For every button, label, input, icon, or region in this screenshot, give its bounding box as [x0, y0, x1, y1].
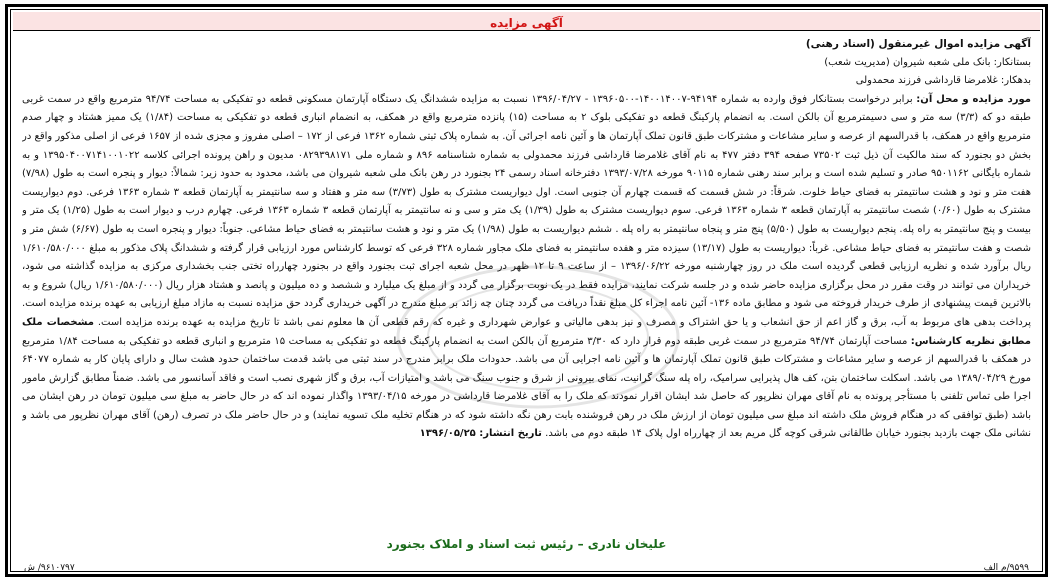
notice-frame — [5, 4, 1048, 577]
features-label: مشخصات ملک مطابق نظریه کارشناس: — [22, 316, 1031, 347]
debtor-line: بدهکار: غلامرضا قارداشی فرزند محمدولی — [855, 75, 1031, 87]
notice-content — [22, 35, 1031, 550]
subject-text: برابر درخواست بستانکار فوق وارده به شماره ۹۴۱۹۴-۱۴۰۰۱۴۰۰۷-۱۳۹۶۰۵۰۰ - ۱۳۹۶/۰۴/۲۷ نسبت به مزایده ششدانگ یک دستگاه آپارتمان مسکونی قطعه دو تفکیکی به مساحت ۹۴/۷۴ مترمربع واقع در سمت غربی طبقه دو که (۳/۳) سه متر و سی دسیمترمربع آن بالکن است. به انضمام پارکینگ قطعه دو تفکیکی بلوک ۲ به مساحت (۱۵) پانزده مترمربع واقع در همکف، به انضمام انباری قطعه دو تفکیکی به مساحت (۱/۸۴) یک ممیز هشتاد و چهار صدم مترمربع واقع در همکف، با قدرالسهم از عرصه و سایر مشاعات و مشترکات طبق قانون تملک آپارتمان ها و آئین نامه اجرائی آن. به شماره پلاک ثبتی شماره ۱۳۶۲ فرعی از ۱۷۲ – اصلی مفروز و مجزی شده از ۱۶۵۷ فرعی از اصلی مذکور واقع در بخش دو بجنورد که سند مالکیت آن ذیل ثبت ۷۳۵۰۲ صفحه ۳۹۴ دفتر ۴۷۷ به نام آقای غلامرضا قارداشی فرزند محمدولی به شماره شناسنامه ۸۹۶ و شماره ملی ۰۸۲۹۳۹۸۱۷۱ مدیون و راهن پرونده اجرائی کلاسه ۱۳۹۵۰۴۰۰۷۱۴۱۰۰۱۰۲۲ و به شماره بایگانی ۹۵۰۱۱۶۲ صادر و تسلیم شده است و برابر سند رهنی شماره ۹۰۱۱۵ مورخه ۱۳۹۳/۰۷/۲۸ دفترخانه اسناد رسمی ۲۴ بجنورد در رهن بانک ملی شعبه شیروان می باشد، محدود به حدود زیر: شمالاً: دیوار و پنجره است به طول (۷/۹۸) هفت متر و نود و هشت سانتیمتر به فضای حیاط خلوت. شرقاً: در شش قسمت که قسمت چهارم آن جنوبی است. اول دیواریست مشترک به طول (۳/۷۳) سه متر و هفتاد و سه سانتیمتر به آپارتمان قطعه ۳ شماره ۱۳۶۳ فرعی. دوم دیواریست مشترک به طول (۰/۶۰) شصت سانتیمتر به آپارتمان قطعه ۳ شماره ۱۳۶۳ فرعی. سوم دیواریست مشترک به طول (۱/۳۹) یک متر و سی و نه سانتیمتر به آپارتمان قطعه ۳ شماره ۱۳۶۳ فرعی. چهارم درب و دیوار است به طول (۱/۲۵) یک متر و بیست و پنج سانتیمتر به راه پله. پنجم دیواریست به طول (۵/۵۰) پنج متر و پنجاه سانتیمتر به راه پله . ششم دیواریست به طول (۱/۹۸) یک متر و نود و هشت سانتیمتر به فضای حیاط مشاعی. جنوباً: دیوار و پنجره است به طول (۶/۶۷) شش متر و شصت و هفت سانتیمتر به فضای حیاط مشاعی. غرباً: دیواریست به طول (۱۳/۱۷) سیزده متر و هفده سانتیمتر به فضای ملک مجاور شماره ۳۲۸ فرعی که توسط کارشناس مورد ارزیابی قرار گرفته و ششدانگ پلاک مذکور به مبلغ ۱/۶۱۰/۵۸۰/۰۰۰ ریال برآورد شده و نظریه ارزیابی قطعی گردیده است ملک در روز چهارشنبه مورخه ۱۳۹۶/۰۶/۲۲ – از ساعت ۹ تا ۱۲ ظهر در محل شعبه اجرای ثبت بجنورد واقع در بجنورد چهارراه تختی جنب بخشداری مرکزی به مزایده گذاشته می شود، خریداران می توانند در وقت مقرر در محل برگزاری مزایده حاضر شده و در جلسه شرکت نمایند، مزایده فقط در یک نوبت برگزار می گردد و از مبلغ یک میلیارد و ششصد و ده میلیون و پانصد و هشتاد هزار ریال (۱/۶۱۰/۵۸۰/۰۰۰ ریال) شروع و به بالاترین قیمت پیشنهادی از طرف خریدار فروخته می شود و مطابق ماده ۱۳۶- آئین نامه اجراء کل مبلغ نقداً دریافت می گردد چنان چه زائد بر مبلغ مندرج در آگهی خریداری گردد حق مزایده نسبت به مازاد مبلغ ارزیابی به عهده برنده مزایده است. پرداخت بدهی های مربوط به آب، برق و گاز اعم از حق انشعاب و یا حق اشتراک و مصرف و نیز بدهی مالیاتی و عوارض شهرداری و غیره که رقم قطعی آن ها معلوم نمی باشد تا تاریخ مزایده به عهده برنده مزایده است. — [22, 93, 1031, 328]
notice-header-title: آگهی مزایده — [490, 16, 563, 30]
creditor-line: بستانکار: بانک ملی شعبه شیروان (مدیریت شعب) — [824, 56, 1031, 68]
notice-body — [22, 91, 1031, 444]
notice-subtitle: آگهی مزایده اموال غیرمنقول (اسناد رهنی) — [805, 38, 1031, 50]
publish-date: تاریخ انتشار: ۱۳۹۶/۰۵/۲۵ — [419, 428, 542, 440]
features-text: مساحت آپارتمان ۹۴/۷۴ مترمربع در سمت غربی طبقه دوم قرار دارد که ۳/۳۰ مترمربع آن بالکن است به انضمام پارکینگ قطعه دو تفکیکی به مساحت ۱۵ مترمربع و انباری قطعه دو تفکیکی به مساحت ۱/۸۴ مترمربع در همکف با قدرالسهم از عرصه و سایر مشاعات و مشترکات طبق قانون تملک آپارتمان ها و آئین نامه اجرایی آن می باشد. حدودات ملک برابر مندرج در سند ثبتی می باشد قدمت ساختمان حدود هشت سال و دارای پایان کار به شماره ۶۴۰۷۷ مورخ ۱۳۸۹/۰۴/۲۹ می باشد. اسکلت ساختمان بتن، کف هال پذیرایی سرامیک، راه پله سنگ گرانیت، نمای بیرونی از شرق و جنوب سنگ می باشد و امتیازات آب، برق و گاز شهری نصب است و فاقد آسانسور می باشد. ضمناً مطابق گزارش مامور اجرا طی تماس تلفنی با مستأجر پرونده به نام آقای مهران نظرپور که حاصل شد ایشان اقرار نمودند که ملک را به آقای غلامرضا قارداشی در مورخه ۱۳۹۳/۰۴/۱۵ واگذار نموده اند که در حال حاضر به مبلغ سی میلیون تومان در رهن ایشان می باشد (طبق توافقی که در هنگام فروش ملک داشته اند مبلغ سی میلیون تومان از ارزش ملک در رهن فروشنده بابت رهن نگه داشته شود که در هنگام تخلیه ملک تسویه نمایند) و در حال حاضر ملک در تصرف (رهن) آقای مهران نظرپور می باشد و نشانی ملک جهت بازدید بجنورد خیابان طالقانی شرقی کوچه گل مریم بعد از چهارراه اول پلاک ۱۴ طبقه دوم می باشد. — [22, 335, 1031, 440]
signature-line: علیخان نادری – رئیس ثبت اسناد و املاک بجنورد — [386, 537, 667, 551]
notice-header — [13, 12, 1040, 31]
subject-label: مورد مزایده و محل آن: — [916, 93, 1031, 105]
footer-code-right: ۹۵۹۹/م الف — [983, 563, 1029, 573]
footer-code-left: ۹۶۱۰۷۹۷/ ش — [24, 563, 75, 573]
